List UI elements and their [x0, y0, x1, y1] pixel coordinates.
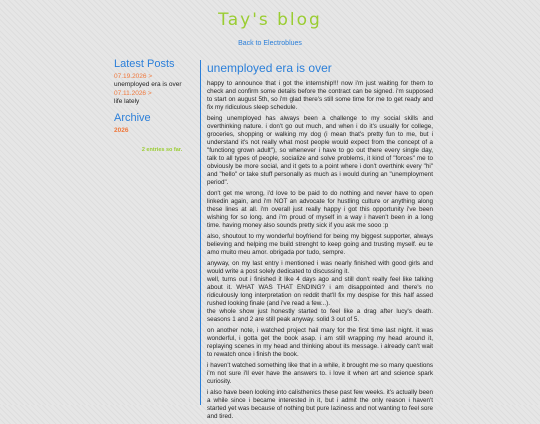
post-paragraph: on another note, i watched project hail mary for the first time last night. it was wonderful, i gotta get the book asap. i am still wrapping my head around it, replaying scenes in my head and thinking about its message. i already can't wait to rewatch once i finish the book.	[207, 327, 433, 358]
post-title-heading: unemployed era is over	[207, 61, 332, 75]
site-title: Tay's blog	[218, 10, 322, 30]
latest-post-item[interactable]	[114, 90, 198, 106]
post-paragraph: anyway, on my last entry i mentioned i was nearly finished with good girls and would write a post solely dedicated to discussing it.	[207, 260, 433, 275]
archive-year-link[interactable]: 2026	[114, 127, 129, 134]
post-paragraph: don't get me wrong, i'd love to be paid to do nothing and never have to open linkedin again, and i'm NOT an advocate for hustling culture or anything along these lines at all. i'm overall just really happy i got this opportunity i've been wishing for so long. and i'm proud of myself in a way i haven't been in a long time. having money also sounds pretty sick if you ask me sooo :p	[207, 190, 433, 229]
post-title: unemployed era is over	[114, 81, 182, 88]
post-paragraph: being unemployed has always been a challenge to my social skills and overthinking nature. i don't go out much, and when i do it's usually for college, groceries, shopping or walking my dog (i mean that's pretty fun to me, but i understand it's not really what most people would expect from the concept of a "functiong grown adult"), so whenever i have to go out there every single day, talk to all types of people, socialize and solve problems, it kind of "forces" me to obviously be more social, and it gets to a point where i don't overthink every "hi" and "hello" or take stuff personally as much as i would during an "unemployment period".	[207, 115, 433, 186]
post-title: life lately	[114, 98, 140, 105]
post-paragraph: the whole show just honestly started to feel like a drag after lucy's death. seasons 1 and 2 are still peak anyway. solid 3 out of 5.	[207, 308, 433, 323]
post-paragraph: also, shoutout to my wonderful boyfriend for being my biggest supporter, always believing and helping me build strenght to keep going and trusting myself. eu te amo muito meu amor. obrigada por tudo, sempre.	[207, 233, 433, 256]
latest-posts-heading: Latest Posts	[114, 58, 175, 70]
archive-heading: Archive	[114, 112, 151, 124]
post-paragraph: i also have been looking into calisthenics these past few weeks. it's actually been a while since i became interested in it, but i admit the only reason i haven't started yet was because of nothing but pure laziness and not wanting to feel sore and tired.	[207, 389, 433, 420]
post-date-link[interactable]: 07.11.2026 >	[114, 90, 152, 97]
back-link[interactable]: Back to Electroblues	[238, 40, 302, 47]
latest-post-item[interactable]	[114, 73, 198, 89]
post-content	[207, 61, 433, 424]
column-divider	[200, 60, 201, 405]
post-paragraph: i haven't watched something like that in a while, it brought me so many questions i'm not sure i'll ever have the answers to. i love it when art and science spark curiosity.	[207, 362, 433, 385]
sidebar	[114, 58, 198, 153]
post-date-link[interactable]: 07.19.2026 >	[114, 73, 153, 80]
post-paragraph: well, turns out i finished it like 4 days ago and still don't really feel like talking about it. WHAT WAS THAT ENDING? i am disappointed and there's no ridiculously long interpretation on reddit that'll fix my despise for this half assed rushed looking finale (and i've read a few...).	[207, 276, 433, 307]
post-paragraph: happy to announce that i got the internship!!! now i'm just waiting for them to check and confirm some details before the contract can be signed. i'm supposed to start on august 5th, so i'm glad there's still some time for me to get ready and fix my ridiculous sleep schedule.	[207, 80, 433, 111]
entry-count: 2 entries so far.	[141, 147, 183, 153]
